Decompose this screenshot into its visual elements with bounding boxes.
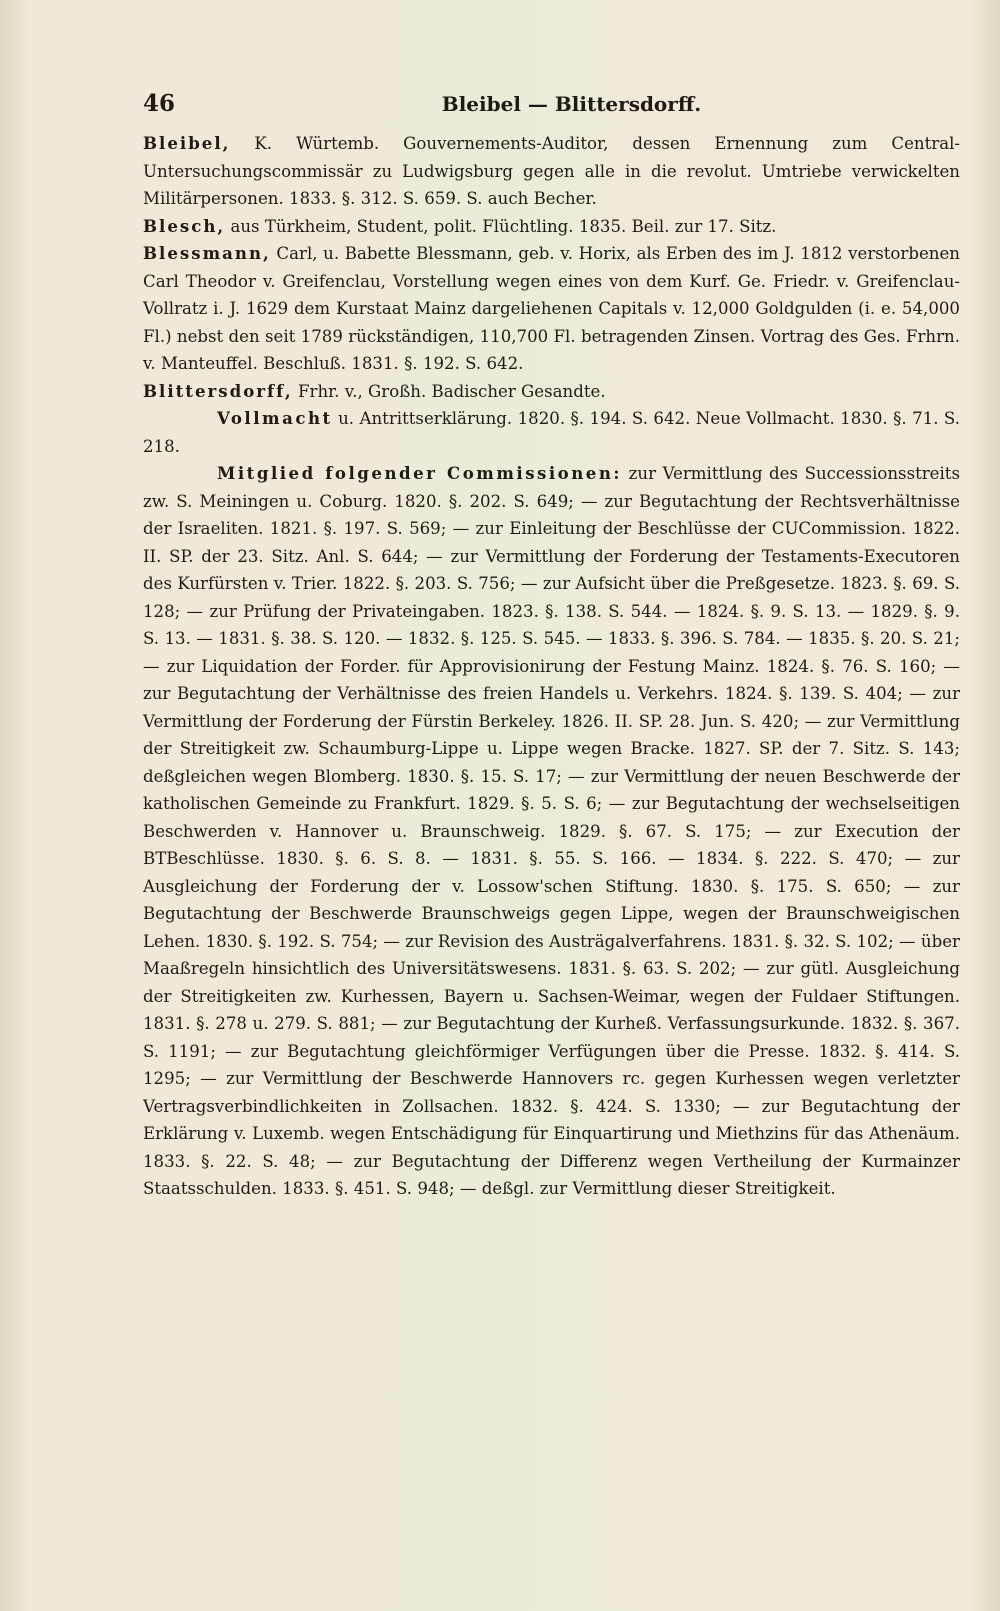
subentry-heading: Mitglied folgender Commissionen: [217, 463, 623, 483]
page-range-title: Bleibel — Blittersdorff. [441, 92, 702, 116]
entry-text: K. Würtemb. Gouvernements-Auditor, dessen Ernennung zum Central-Untersuchungscommissär zu Ludwigsburg gegen alle in die revolut. Umtriebe verwickelten Militärpersonen. 1833. §. 312. S. 659. S. auch Becher. [143, 134, 960, 208]
entry-blessmann [143, 240, 960, 378]
entry-text: Frhr. v., Großh. Badischer Gesandte. [292, 381, 606, 401]
subentry-heading: Vollmacht [217, 408, 333, 428]
page-number: 46 [143, 90, 176, 117]
subentry-vollmacht [143, 405, 960, 460]
entry-blesch [143, 213, 960, 241]
entry-text: aus Türkheim, Student, polit. Flüchtling. 1835. Beil. zur 17. Sitz. [225, 216, 777, 236]
entry-text: Carl, u. Babette Blessmann, geb. v. Horix, als Erben des im J. 1812 verstorbenen Carl Theodor v. Greifenclau, Vorstellung wegen eines von dem Kurf. Ge. Friedr. v. Greifenclau-Vollratz i. J. 1629 dem Kurstaat Mainz dargeliehenen Capitals v. 12,000 Goldgulden (i. e. 54,000 Fl.) nebst den seit 1789 rückständigen, 110,700 Fl. betragenden Zinsen. Vortrag des Ges. Frhrn. v. Manteuffel. Beschluß. 1831. §. 192. S. 642. [143, 244, 960, 373]
subentry-text: zur Vermittlung des Successionsstreits zw. S. Meiningen u. Coburg. 1820. §. 202. S. 649; — zur Begutachtung der Rechtsverhältnisse der Israeliten. 1821. §. 197. S. 569; — zur Einleitung der Beschlüsse der CUCommission. 1822. II. SP. der 23. Sitz. Anl. S. 644; — zur Vermittlung der Forderung der Testaments-Executoren des Kurfürsten v. Trier. 1822. §. 203. S. 756; — zur Aufsicht über die Preßgesetze. 1823. §. 69. S. 128; — zur Prüfung der Privateingaben. 1823. §. 138. S. 544. — 1824. §. 9. S. 13. — 1829. §. 9. S. 13. — 1831. §. 38. S. 120. — 1832. §. 125. S. 545. — 1833. §. 396. S. 784. — 1835. §. 20. S. 21; — zur Liquidation der Forder. für Approvisionirung der Festung Mainz. 1824. §. 76. S. 160; — zur Begutachtung der Verhältnisse des freien Handels u. Verkehrs. 1824. §. 139. S. 404; — zur Vermittlung der Forderung der Fürstin Berkeley. 1826. II. SP. 28. Jun. S. 420; — zur Vermittlung der Streitigkeit zw. Schaumburg-Lippe u. Lippe wegen Bracke. 1827. SP. der 7. Sitz. S. 143; deßgleichen wegen Blomberg. 1830. §. 15. S. 17; — zur Vermittlung der neuen Beschwerde der katholischen Gemeinde zu Frankfurt. 1829. §. 5. S. 6; — zur Begutachtung der wechselseitigen Beschwerden v. Hannover u. Braunschweig. 1829. §. 67. S. 175; — zur Execution der BTBeschlüsse. 1830. §. 6. S. 8. — 1831. §. 55. S. 166. — 1834. §. 222. S. 470; — zur Ausgleichung der Forderung der v. Lossow'schen Stiftung. 1830. §. 175. S. 650; — zur Begutachtung der Beschwerde Braunschweigs gegen Lippe, wegen der Braunschweigischen Lehen. 1830. §. 192. S. 754; — zur Revision des Austrägalverfahrens. 1831. §. 32. S. 102; — über Maaßregeln hinsichtlich des Universitätswesens. 1831. §. 63. S. 202; — zur gütl. Ausgleichung der Streitigkeiten zw. Kurhessen, Bayern u. Sachsen-Weimar, wegen der Fuldaer Stiftungen. 1831. §. 278 u. 279. S. 881; — zur Begutachtung der Kurheß. Verfassungsurkunde. 1832. §. 367. S. 1191; — zur Begutachtung gleichförmiger Verfügungen über die Presse. 1832. §. 414. S. 1295; — zur Vermittlung der Beschwerde Hannovers rc. gegen Kurhessen wegen verletzter Vertragsverbindlichkeiten in Zollsachen. 1832. §. 424. S. 1330; — zur Begutachtung der Erklärung v. Luxemb. wegen Entschädigung für Einquartirung und Miethzins für das Athenäum. 1833. §. 22. S. 48; — zur Begutachtung der Differenz wegen Vertheilung der Kurmainzer Staatsschulden. 1833. §. 451. S. 948; — deßgl. zur Vermittlung dieser Streitigkeit. [143, 464, 960, 1198]
entry-headword: Blessmann, [143, 243, 271, 263]
entry-headword: Bleibel, [143, 133, 231, 153]
subentry-commissions [143, 460, 960, 1203]
running-head [143, 86, 960, 126]
subentry-text: u. Antrittserklärung. 1820. §. 194. S. 642. Neue Vollmacht. 1830. §. 71. S. 218. [143, 409, 960, 456]
entry-headword: Blittersdorff, [143, 380, 293, 401]
index-entries [143, 130, 960, 1203]
entry-blittersdorff [143, 378, 960, 406]
entry-bleibel [143, 130, 960, 213]
entry-headword: Blesch, [143, 215, 226, 236]
